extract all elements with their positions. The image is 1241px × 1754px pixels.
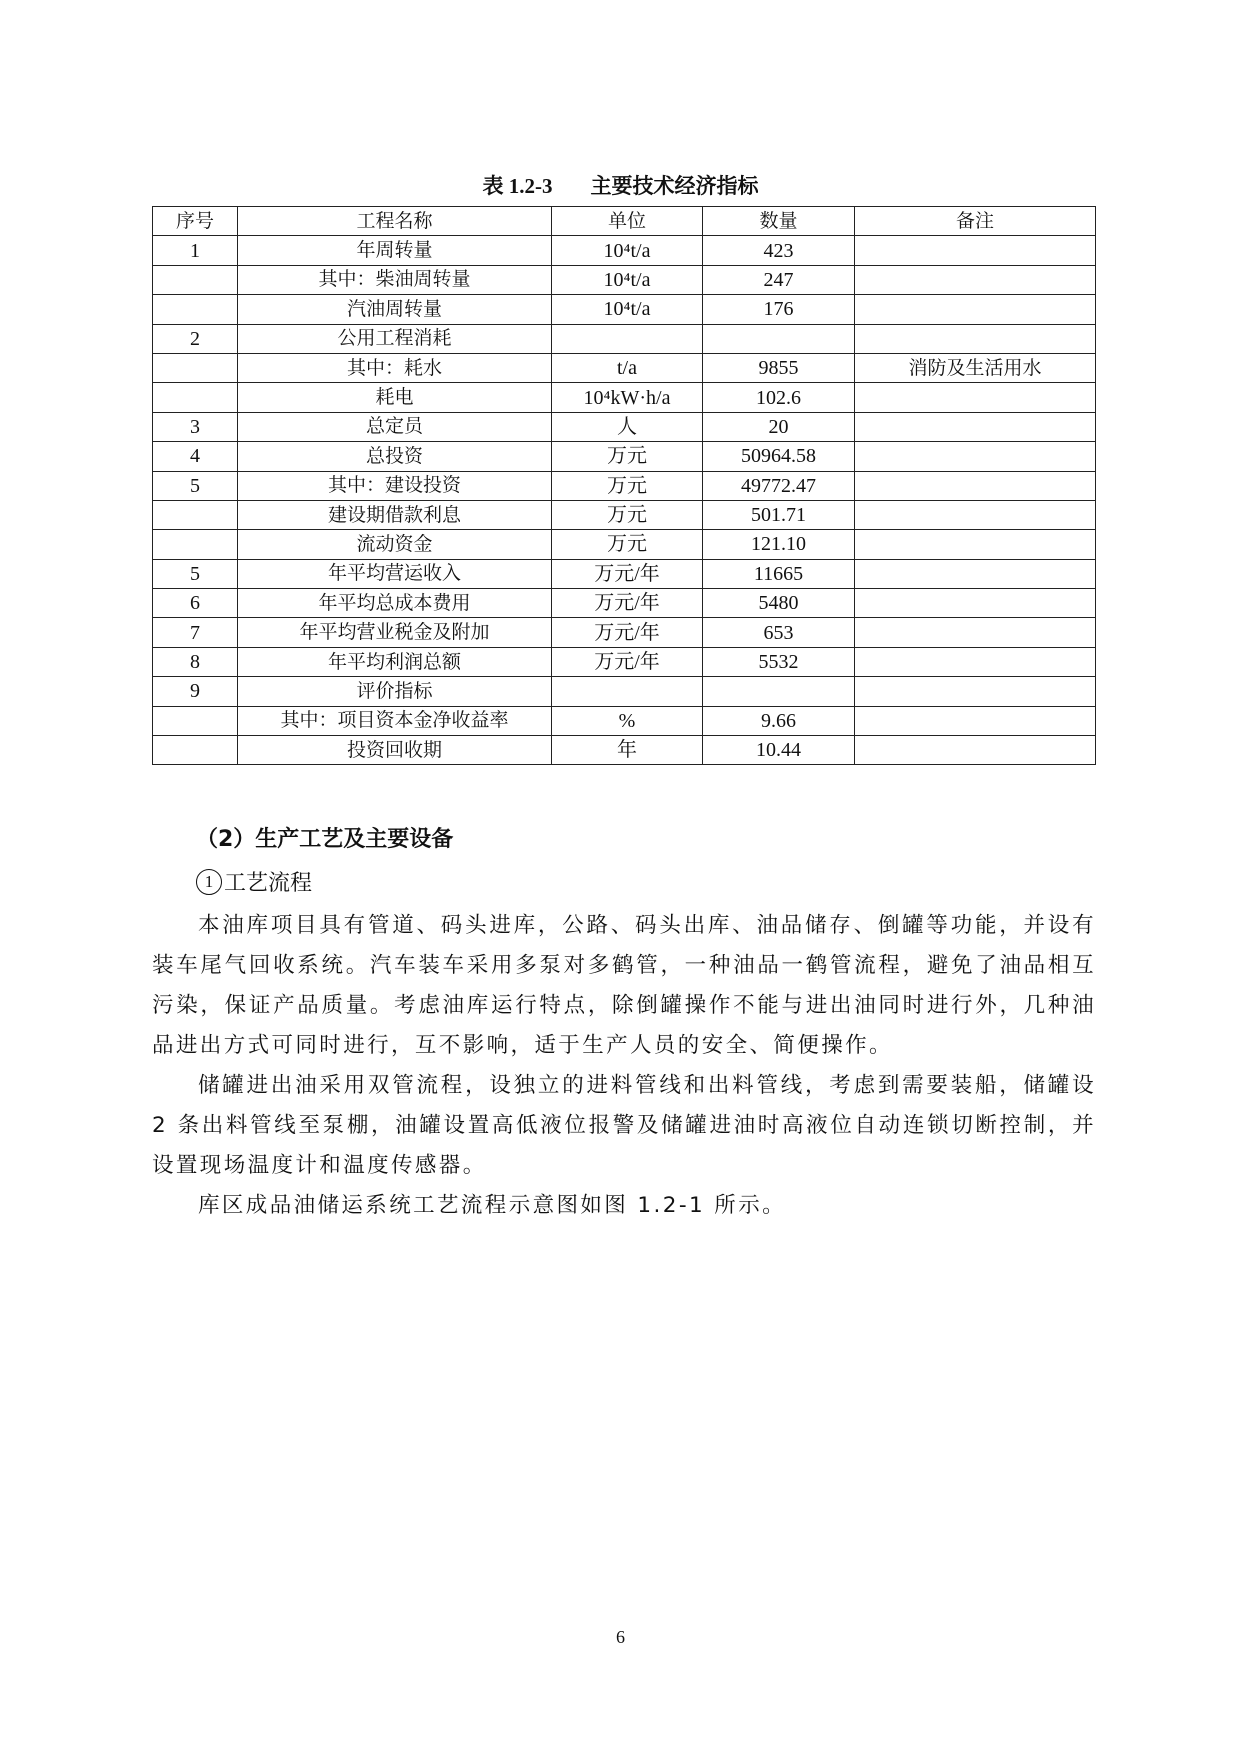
cell-unit: 万元 xyxy=(552,471,703,500)
cell-note xyxy=(855,265,1096,294)
cell-name: 其中：耗水 xyxy=(238,353,552,382)
cell-unit: 年 xyxy=(552,736,703,765)
table-caption-title: 主要技术经济指标 xyxy=(590,174,759,198)
table-row xyxy=(153,236,1096,265)
cell-value: 247 xyxy=(703,265,855,294)
header-note: 备注 xyxy=(855,207,1096,236)
cell-name: 年平均利润总额 xyxy=(238,647,552,676)
table-row xyxy=(153,353,1096,382)
cell-value: 501.71 xyxy=(703,500,855,529)
cell-value: 9.66 xyxy=(703,706,855,735)
cell-seq: 3 xyxy=(153,412,238,441)
cell-note xyxy=(855,412,1096,441)
table-row xyxy=(153,647,1096,676)
table-body xyxy=(153,236,1096,765)
cell-name: 总投资 xyxy=(238,442,552,471)
cell-unit: 万元/年 xyxy=(552,618,703,647)
cell-seq: 2 xyxy=(153,324,238,353)
cell-unit: t/a xyxy=(552,353,703,382)
cell-value: 423 xyxy=(703,236,855,265)
cell-unit: 10⁴t/a xyxy=(552,236,703,265)
cell-name: 投资回收期 xyxy=(238,736,552,765)
cell-seq xyxy=(153,500,238,529)
cell-name: 年周转量 xyxy=(238,236,552,265)
cell-unit: 10⁴t/a xyxy=(552,295,703,324)
cell-note xyxy=(855,677,1096,706)
cell-value: 176 xyxy=(703,295,855,324)
cell-name: 年平均营运收入 xyxy=(238,559,552,588)
table-row xyxy=(153,589,1096,618)
cell-name: 其中：建设投资 xyxy=(238,471,552,500)
cell-name: 年平均总成本费用 xyxy=(238,589,552,618)
cell-name: 汽油周转量 xyxy=(238,295,552,324)
paragraph: 储罐进出油采用双管流程，设独立的进料管线和出料管线，考虑到需要装船，储罐设 2 条出料管线至泵棚，油罐设置高低液位报警及储罐进油时高液位自动连锁切断控制，并设置现场温度计和温度传感器。 xyxy=(152,1073,1096,1178)
indicators-table xyxy=(152,206,1096,765)
cell-note xyxy=(855,589,1096,618)
cell-seq: 5 xyxy=(153,471,238,500)
table-row xyxy=(153,736,1096,765)
subheading xyxy=(196,866,312,897)
cell-note xyxy=(855,647,1096,676)
cell-seq xyxy=(153,353,238,382)
cell-value: 20 xyxy=(703,412,855,441)
cell-note xyxy=(855,500,1096,529)
cell-value: 49772.47 xyxy=(703,471,855,500)
cell-seq xyxy=(153,383,238,412)
cell-value: 653 xyxy=(703,618,855,647)
cell-name: 评价指标 xyxy=(238,677,552,706)
cell-seq xyxy=(153,706,238,735)
cell-unit xyxy=(552,677,703,706)
table-row xyxy=(153,471,1096,500)
cell-note xyxy=(855,236,1096,265)
cell-note xyxy=(855,618,1096,647)
header-value: 数量 xyxy=(703,207,855,236)
section-heading: （2）生产工艺及主要设备 xyxy=(196,827,454,852)
table-row xyxy=(153,324,1096,353)
cell-name: 年平均营业税金及附加 xyxy=(238,618,552,647)
cell-value: 102.6 xyxy=(703,383,855,412)
cell-seq xyxy=(153,530,238,559)
table-row xyxy=(153,442,1096,471)
cell-value xyxy=(703,677,855,706)
cell-name: 其中：项目资本金净收益率 xyxy=(238,706,552,735)
cell-seq: 7 xyxy=(153,618,238,647)
cell-unit xyxy=(552,324,703,353)
table-row xyxy=(153,618,1096,647)
paragraph: 库区成品油储运系统工艺流程示意图如图 1.2-1 所示。 xyxy=(198,1193,786,1218)
header-unit: 单位 xyxy=(552,207,703,236)
cell-name: 耗电 xyxy=(238,383,552,412)
table-caption xyxy=(0,170,1241,200)
cell-seq: 5 xyxy=(153,559,238,588)
cell-value: 50964.58 xyxy=(703,442,855,471)
header-name: 工程名称 xyxy=(238,207,552,236)
cell-seq: 9 xyxy=(153,677,238,706)
table-row xyxy=(153,530,1096,559)
table-row xyxy=(153,677,1096,706)
cell-note xyxy=(855,295,1096,324)
cell-note xyxy=(855,324,1096,353)
cell-name: 建设期借款利息 xyxy=(238,500,552,529)
cell-seq: 1 xyxy=(153,236,238,265)
table-row xyxy=(153,500,1096,529)
cell-name: 流动资金 xyxy=(238,530,552,559)
cell-note xyxy=(855,706,1096,735)
cell-value: 121.10 xyxy=(703,530,855,559)
circled-number-marker: 1 xyxy=(196,869,222,895)
table-row xyxy=(153,383,1096,412)
cell-note xyxy=(855,442,1096,471)
cell-value: 10.44 xyxy=(703,736,855,765)
cell-note xyxy=(855,530,1096,559)
cell-seq: 8 xyxy=(153,647,238,676)
cell-unit: 万元 xyxy=(552,442,703,471)
page-number: 6 xyxy=(616,1627,625,1647)
cell-unit: 万元 xyxy=(552,500,703,529)
cell-value: 11665 xyxy=(703,559,855,588)
table-header-row xyxy=(153,207,1096,236)
cell-note xyxy=(855,559,1096,588)
cell-value xyxy=(703,324,855,353)
table-row xyxy=(153,265,1096,294)
cell-unit: 10⁴kW·h/a xyxy=(552,383,703,412)
cell-unit: 万元 xyxy=(552,530,703,559)
table-row xyxy=(153,295,1096,324)
table-caption-number: 表 1.2-3 xyxy=(482,174,553,198)
subheading-text: 工艺流程 xyxy=(224,871,313,896)
cell-note: 消防及生活用水 xyxy=(855,353,1096,382)
cell-name: 其中：柴油周转量 xyxy=(238,265,552,294)
cell-note xyxy=(855,383,1096,412)
cell-unit: 10⁴t/a xyxy=(552,265,703,294)
cell-unit: 万元/年 xyxy=(552,589,703,618)
cell-note xyxy=(855,736,1096,765)
cell-seq: 6 xyxy=(153,589,238,618)
cell-note xyxy=(855,471,1096,500)
table-row xyxy=(153,559,1096,588)
cell-unit: 万元/年 xyxy=(552,647,703,676)
cell-seq xyxy=(153,295,238,324)
cell-value: 5532 xyxy=(703,647,855,676)
header-seq: 序号 xyxy=(153,207,238,236)
paragraph: 本油库项目具有管道、码头进库，公路、码头出库、油品储存、倒罐等功能，并设有装车尾气回收系统。汽车装车采用多泵对多鹤管，一种油品一鹤管流程，避免了油品相互污染，保证产品质量。考虑油库运行特点，除倒罐操作不能与进出油同时进行外，几种油品进出方式可同时进行，互不影响，适于生产人员的安全、简便操作。 xyxy=(152,913,1096,1058)
table-row xyxy=(153,706,1096,735)
cell-name: 总定员 xyxy=(238,412,552,441)
cell-unit: 人 xyxy=(552,412,703,441)
cell-unit: 万元/年 xyxy=(552,559,703,588)
cell-name: 公用工程消耗 xyxy=(238,324,552,353)
cell-value: 9855 xyxy=(703,353,855,382)
body-text xyxy=(152,906,1096,1226)
cell-unit: % xyxy=(552,706,703,735)
cell-seq xyxy=(153,265,238,294)
cell-seq xyxy=(153,736,238,765)
table-row xyxy=(153,412,1096,441)
cell-value: 5480 xyxy=(703,589,855,618)
cell-seq: 4 xyxy=(153,442,238,471)
